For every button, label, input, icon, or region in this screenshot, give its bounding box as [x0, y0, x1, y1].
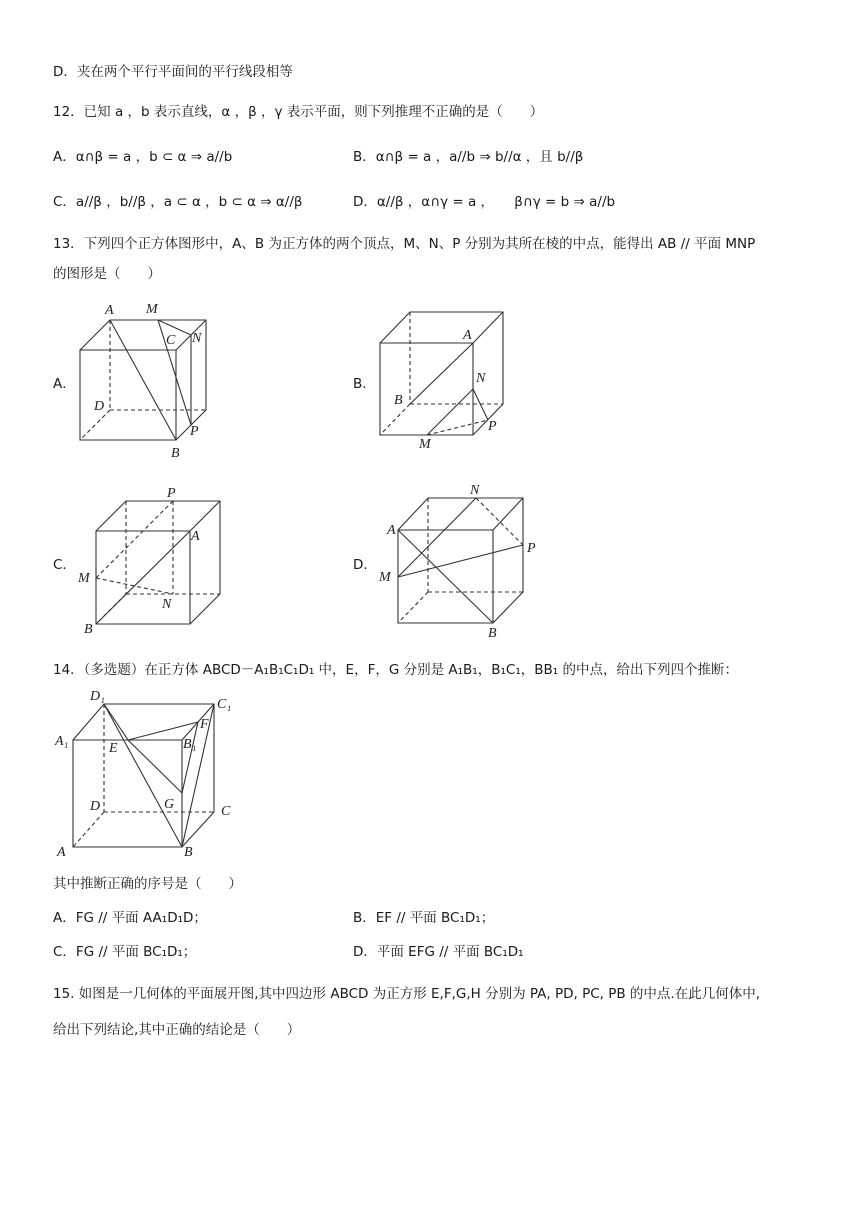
- q15-stem-line2: 给出下列结论,其中正确的结论是（ ）: [53, 1022, 301, 1038]
- label-d: D: [90, 799, 101, 814]
- label-d1: D₁: [90, 689, 105, 704]
- q13-option-d-label: D．: [353, 557, 377, 573]
- q13-option-c-label: C．: [53, 557, 76, 573]
- label-n: N: [470, 483, 480, 498]
- label-m: M: [379, 570, 391, 585]
- label-g: G: [164, 797, 175, 812]
- label-m: M: [419, 437, 431, 452]
- label-b: B: [84, 622, 93, 637]
- label-b: B: [184, 845, 193, 860]
- label-p: P: [167, 486, 176, 501]
- label-a: A: [105, 303, 114, 318]
- q14-option-b: B．EF // 平面 BC₁D₁；: [353, 910, 495, 926]
- q12-option-c: C．a//β ，b//β ，a ⊂ α ，b ⊂ α ⇒ α//β: [53, 194, 303, 210]
- label-n: N: [162, 597, 172, 612]
- label-n: N: [476, 371, 486, 386]
- q12-option-d: D．α//β ，α∩γ = a ， β∩γ = b ⇒ a//b: [353, 194, 616, 210]
- label-m: M: [146, 302, 158, 317]
- label-c: C: [166, 333, 176, 348]
- label-p: P: [527, 541, 536, 556]
- label-c1: C₁: [217, 697, 232, 712]
- q11-option-d: D．夹在两个平行平面间的平行线段相等: [53, 64, 293, 80]
- label-e: E: [109, 741, 118, 756]
- label-m: M: [78, 571, 90, 586]
- label-p: P: [488, 419, 497, 434]
- label-p: P: [190, 424, 199, 439]
- q12-option-a: A．α∩β = a ，b ⊂ α ⇒ a//b: [53, 149, 233, 165]
- label-a: A: [191, 529, 200, 544]
- q13-option-a-label: A．: [53, 376, 76, 392]
- label-b: B: [394, 393, 403, 408]
- q13-option-b-label: B．: [353, 376, 376, 392]
- q13-stem-line1: 13．下列四个正方体图形中，A、B 为正方体的两个顶点，M、N、P 分别为其所在棱的中点，能得出 AB // 平面 MNP: [53, 236, 756, 252]
- label-b1: B₁: [183, 737, 197, 752]
- q12-stem: 12．已知 a ，b 表示直线，α ，β ，γ 表示平面，则下列推理不正确的是（ ）: [53, 104, 544, 120]
- label-a: A: [57, 845, 66, 860]
- q15-stem-line1: 15. 如图是一几何体的平面展开图,其中四边形 ABCD 为正方形 E,F,G,H 分别为 PA, PD, PC, PB 的中点.在此几何体中,: [53, 986, 761, 1002]
- q14-option-c: C．FG // 平面 BC₁D₁；: [53, 944, 197, 960]
- q14-option-d: D．平面 EFG // 平面 BC₁D₁: [353, 944, 524, 960]
- label-f: F: [200, 717, 209, 732]
- q13-stem-line2: 的图形是（ ）: [53, 266, 161, 282]
- label-b: B: [171, 446, 180, 461]
- q14-stem: 14．（多选题）在正方体 ABCD－A₁B₁C₁D₁ 中，E，F，G 分别是 A₁B₁，B₁C₁，BB₁ 的中点，给出下列四个推断：: [53, 662, 738, 678]
- q14-option-a: A．FG // 平面 AA₁D₁D；: [53, 910, 207, 926]
- label-c: C: [221, 804, 231, 819]
- label-d: D: [94, 399, 105, 414]
- q12-option-b: B．α∩β = a ，a//b ⇒ b//α ，且 b//β: [353, 149, 584, 165]
- q14-sub: 其中推断正确的序号是（ ）: [53, 876, 242, 892]
- label-a: A: [463, 328, 472, 343]
- label-a1: A₁: [55, 734, 69, 749]
- label-n: N: [192, 331, 202, 346]
- label-b: B: [488, 626, 497, 641]
- label-a: A: [387, 523, 396, 538]
